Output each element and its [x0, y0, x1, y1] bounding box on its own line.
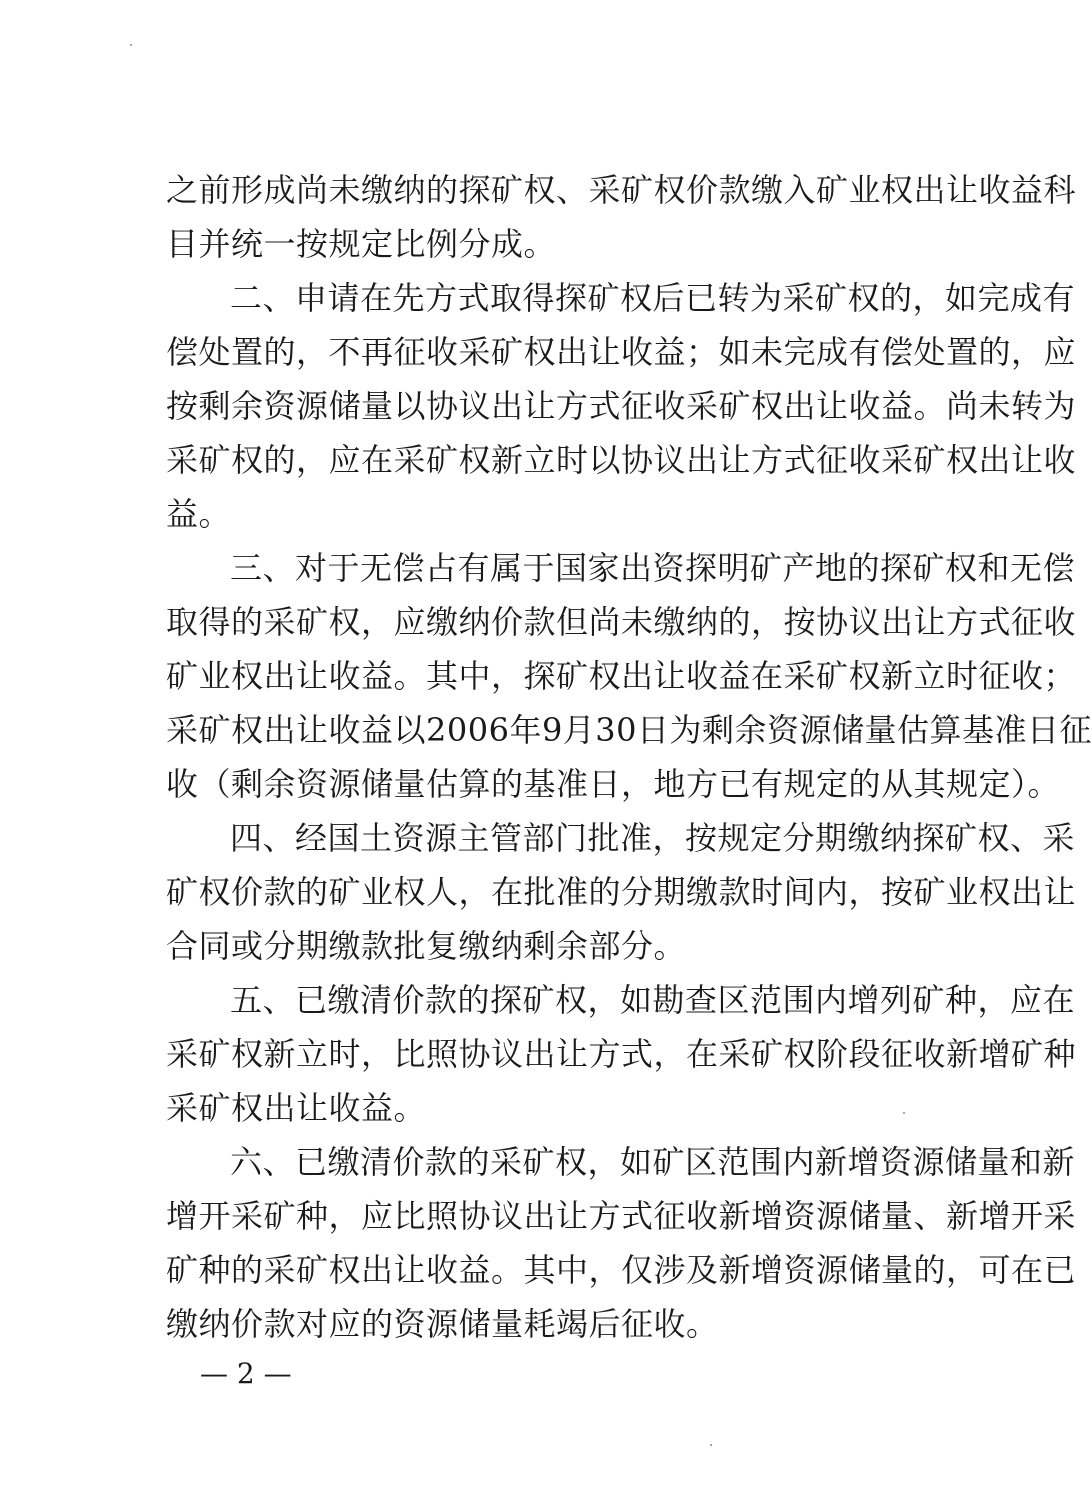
paragraph-line: 益。 — [166, 495, 232, 533]
paragraph-line: 二、申请在先方式取得探矿权后已转为采矿权的，如完成有 — [230, 279, 1076, 317]
paragraph-line: 采矿权出让收益以2006年9月30日为剩余资源储量估算基准日征 — [166, 711, 1092, 749]
scan-speck — [130, 44, 132, 46]
paragraph-line: 采矿权出让收益。 — [166, 1089, 427, 1127]
paragraph-line: 增开采矿种，应比照协议出让方式征收新增资源储量、新增开采 — [166, 1197, 1077, 1235]
paragraph-line: 合同或分期缴款批复缴纳剩余部分。 — [166, 927, 687, 965]
paragraph-line: 缴纳价款对应的资源储量耗竭后征收。 — [166, 1305, 719, 1343]
paragraph-line: 矿业权出让收益。其中，探矿权出让收益在采矿权新立时征收； — [166, 657, 1077, 695]
scan-speck — [710, 1444, 712, 1446]
paragraph-line: 偿处置的，不再征收采矿权出让收益；如未完成有偿处置的，应 — [166, 333, 1077, 371]
scan-speck — [903, 1112, 905, 1114]
paragraph-line: 四、经国土资源主管部门批准，按规定分期缴纳探矿权、采 — [230, 819, 1076, 857]
paragraph-line: 按剩余资源储量以协议出让方式征收采矿权出让收益。尚未转为 — [166, 387, 1077, 425]
paragraph-line: 取得的采矿权，应缴纳价款但尚未缴纳的，按协议出让方式征收 — [166, 603, 1077, 641]
page-number: — 2 — — [200, 1357, 292, 1390]
paragraph-line: 收（剩余资源储量估算的基准日，地方已有规定的从其规定）。 — [166, 765, 1061, 803]
paragraph-line: 五、已缴清价款的探矿权，如勘查区范围内增列矿种，应在 — [230, 981, 1076, 1019]
paragraph-line: 三、对于无偿占有属于国家出资探明矿产地的探矿权和无偿 — [230, 549, 1076, 587]
paragraph-line: 采矿权的，应在采矿权新立时以协议出让方式征收采矿权出让收 — [166, 441, 1077, 479]
paragraph-line: 矿种的采矿权出让收益。其中，仅涉及新增资源储量的，可在已 — [166, 1251, 1077, 1289]
paragraph-line: 目并统一按规定比例分成。 — [166, 225, 557, 263]
paragraph-line: 之前形成尚未缴纳的探矿权、采矿权价款缴入矿业权出让收益科 — [166, 171, 1077, 209]
paragraph-line: 六、已缴清价款的采矿权，如矿区范围内新增资源储量和新 — [230, 1143, 1076, 1181]
paragraph-line: 矿权价款的矿业权人，在批准的分期缴款时间内，按矿业权出让 — [166, 873, 1077, 911]
paragraph-line: 采矿权新立时，比照协议出让方式，在采矿权阶段征收新增矿种 — [166, 1035, 1077, 1073]
